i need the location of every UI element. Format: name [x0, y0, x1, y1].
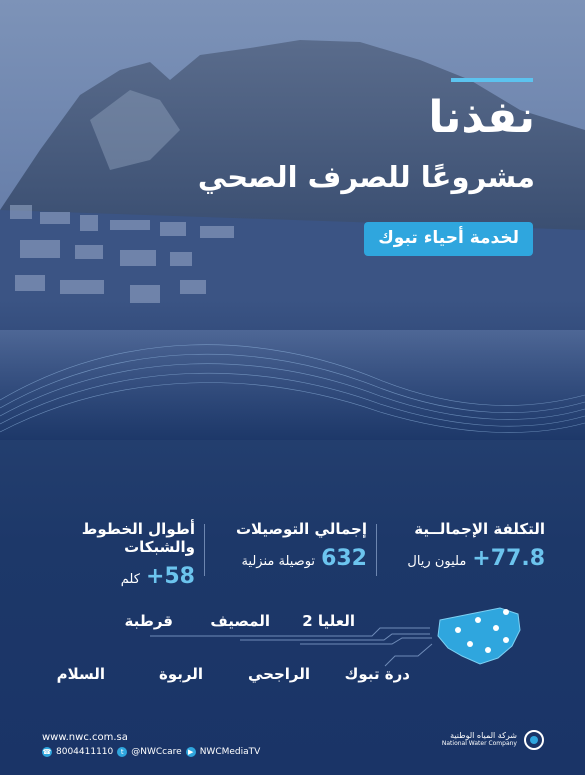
twitter-handle[interactable]: @NWCcare	[131, 747, 182, 757]
phone-number[interactable]: 8004411110	[56, 747, 114, 757]
stat-value: +58	[145, 564, 195, 589]
area-item: العليا 2	[302, 612, 355, 630]
headline-title: نفذنا	[428, 92, 535, 143]
stat-unit: كلم	[120, 572, 140, 587]
brand-name-en: National Water Company	[441, 740, 517, 748]
divider	[376, 524, 377, 576]
tabuk-map-icon	[438, 608, 520, 664]
brand-name-ar: شركة المياه الوطنية	[450, 731, 517, 741]
stat-value: +77.8	[472, 546, 545, 571]
nwc-logo-icon	[523, 729, 545, 751]
stat-label: أطوال الخطوط والشبكات	[81, 520, 195, 556]
stat-total-cost	[385, 520, 545, 571]
divider	[204, 524, 205, 576]
stat-connections	[207, 520, 367, 571]
area-item: درة تبوك	[344, 665, 410, 683]
youtube-channel[interactable]: NWCMediaTV	[199, 747, 261, 757]
stat-unit: مليون ريال	[407, 554, 467, 569]
stat-label: التكلفة الإجمالــية	[414, 520, 545, 538]
area-item: السلام	[56, 665, 105, 683]
stat-network-length	[35, 520, 195, 589]
headline-tag: لخدمة أحياء تبوك	[364, 222, 533, 256]
area-item: قرطبة	[124, 612, 173, 630]
footer-contacts	[42, 732, 260, 757]
accent-bar	[451, 78, 533, 82]
phone-icon: ☎	[42, 748, 52, 756]
area-item: المصيف	[210, 612, 270, 630]
brand-logo	[442, 729, 545, 751]
stat-value: 632	[321, 546, 367, 571]
website-link[interactable]: www.nwc.com.sa	[42, 732, 128, 743]
stat-label: إجمالي التوصيلات	[235, 520, 367, 538]
area-item: الراجحي	[247, 665, 310, 683]
stats-row	[40, 520, 545, 589]
area-item: الربوة	[159, 665, 203, 683]
headline-subtitle: مشروعًا للصرف الصحي	[197, 160, 535, 194]
twitter-icon: t	[117, 747, 127, 757]
youtube-icon: ▶	[186, 747, 196, 757]
stat-unit: توصيلة منزلية	[241, 554, 316, 569]
